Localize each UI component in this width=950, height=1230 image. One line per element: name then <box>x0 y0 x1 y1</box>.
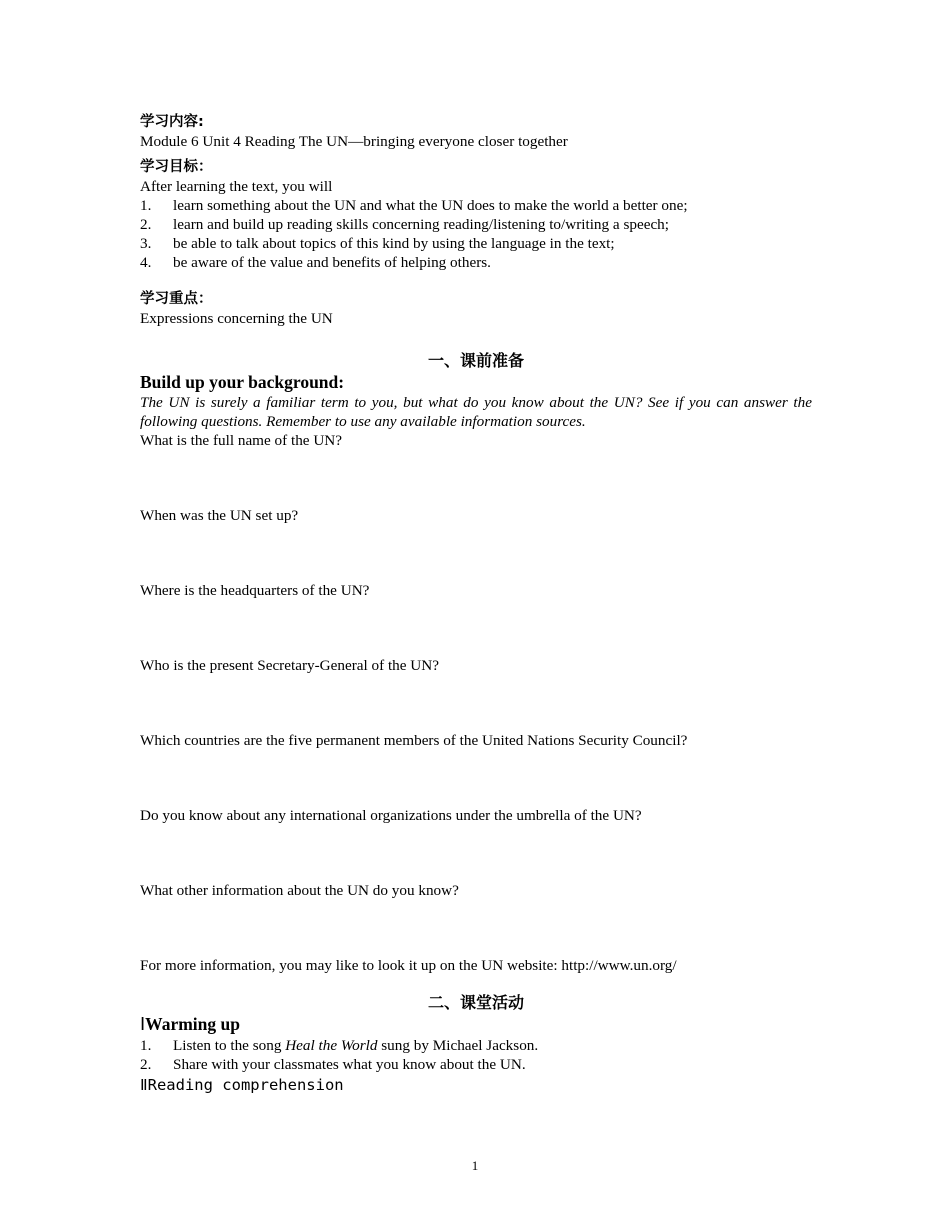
text-run: Listen to the song <box>173 1037 286 1054</box>
question-7: What other information about the UN do you know? <box>140 882 459 899</box>
answer-space <box>140 825 812 881</box>
list-number: 1. <box>140 197 152 214</box>
answer-space <box>140 525 812 581</box>
question-1: What is the full name of the UN? <box>140 432 343 449</box>
list-item <box>140 196 812 215</box>
question-3: Where is the headquarters of the UN? <box>140 582 370 599</box>
part1-subhead: Build up your background: <box>140 372 345 392</box>
question-5: Which countries are the five permanent members of the United Nations Security Council? <box>140 732 688 749</box>
document-page <box>140 112 812 1096</box>
question-2: When was the UN set up? <box>140 507 299 524</box>
list-item <box>140 1055 812 1074</box>
text-run: sung by Michael Jackson. <box>377 1037 539 1054</box>
list-number: 2. <box>140 1056 152 1073</box>
part1-footer: For more information, you may like to look it up on the UN website: http://www.un.org/ <box>140 957 677 974</box>
objectives-heading: 学习目标： <box>140 159 213 175</box>
warming-up-heading <box>140 1014 812 1036</box>
page-number: 1 <box>471 1158 479 1173</box>
roman-numeral: Ⅰ <box>140 1015 146 1035</box>
song-title: Heal the World <box>285 1037 378 1054</box>
part1-title: 一、课前准备 <box>427 351 524 370</box>
reading-label: Reading comprehension <box>147 1076 344 1094</box>
list-item <box>140 234 812 253</box>
answer-space <box>140 750 812 806</box>
question-4: Who is the present Secretary-General of the UN? <box>140 657 439 674</box>
list-text: learn and build up reading skills concerning reading/listening to/writing a speech; <box>173 216 669 233</box>
list-number: 4. <box>140 254 152 271</box>
list-text: be able to talk about topics of this kind by using the language in the text; <box>173 235 615 252</box>
content-text: Module 6 Unit 4 Reading The UN—bringing everyone closer together <box>140 133 568 150</box>
objectives-list <box>140 196 812 272</box>
list-item <box>140 215 812 234</box>
part2-title: 二、课堂活动 <box>427 993 524 1012</box>
focus-text: Expressions concerning the UN <box>140 310 333 327</box>
list-number: 3. <box>140 235 152 252</box>
list-number: 2. <box>140 216 152 233</box>
list-text: Share with your classmates what you know about the UN. <box>173 1056 526 1073</box>
list-item <box>140 253 812 272</box>
answer-space <box>140 600 812 656</box>
list-text: learn something about the UN and what the UN does to make the world a better one; <box>173 197 688 214</box>
part1-intro: The UN is surely a familiar term to you, but what do you know about the UN? See if you can answer the following questions. Remember to use any available information sources. <box>140 394 812 430</box>
list-number: 1. <box>140 1037 152 1054</box>
answer-space <box>140 900 812 956</box>
reading-comprehension-heading <box>140 1074 812 1096</box>
list-text: be aware of the value and benefits of helping others. <box>173 254 491 271</box>
focus-heading: 学习重点： <box>140 291 213 307</box>
answer-space <box>140 675 812 731</box>
list-text <box>173 1036 538 1055</box>
objectives-intro: After learning the text, you will <box>140 178 333 195</box>
roman-numeral: Ⅱ <box>140 1076 148 1094</box>
content-heading: 学习内容: <box>140 114 204 130</box>
answer-space <box>140 450 812 506</box>
warming-up-label: Warming up <box>145 1014 240 1034</box>
list-item <box>140 1036 812 1055</box>
question-6: Do you know about any international organizations under the umbrella of the UN? <box>140 807 642 824</box>
